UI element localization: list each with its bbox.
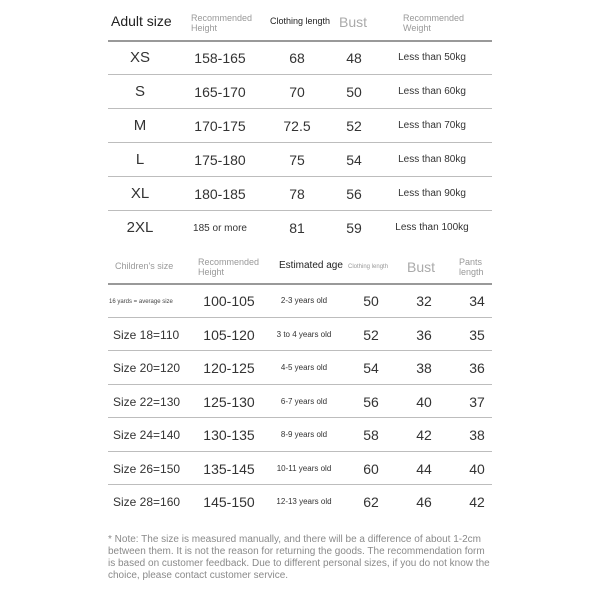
weight-cell: Less than 100kg <box>395 222 469 233</box>
length-cell: 58 <box>363 427 379 443</box>
weight-cell: Less than 60kg <box>398 86 466 97</box>
bust-cell: 59 <box>346 220 362 236</box>
children-pants-header-line1: Pants <box>459 257 483 267</box>
weight-cell: Less than 90kg <box>398 188 466 199</box>
pants-cell: 34 <box>469 293 485 309</box>
size-cell: 2XL <box>126 219 154 236</box>
size-cell: Size 20=120 <box>113 361 181 375</box>
row-divider <box>108 350 492 351</box>
size-cell: XS <box>129 49 151 66</box>
height-cell: 130-135 <box>203 427 255 443</box>
weight-cell: Less than 70kg <box>398 120 466 131</box>
size-cell: Size 26=150 <box>113 462 181 476</box>
pants-cell: 37 <box>469 394 485 410</box>
bust-cell: 48 <box>346 50 362 66</box>
children-bust-header: Bust <box>407 259 436 275</box>
size-cell: L <box>135 151 145 168</box>
row-divider <box>108 417 492 418</box>
bust-cell: 52 <box>346 118 362 134</box>
pants-cell: 40 <box>469 461 485 477</box>
age-cell: 3 to 4 years old <box>276 330 332 339</box>
size-cell: Size 28=160 <box>113 495 181 509</box>
age-cell: 4-5 years old <box>280 363 328 372</box>
adult-height-header-line2: Height <box>191 22 218 33</box>
children-pants-header-line2: length <box>459 266 484 277</box>
row-divider <box>108 176 492 177</box>
size-cell: XL <box>130 185 150 202</box>
bust-cell: 42 <box>416 427 432 443</box>
length-cell: 70 <box>289 84 305 100</box>
children-size-header: Children's size <box>115 261 174 271</box>
length-cell: 60 <box>363 461 379 477</box>
age-cell: 12-13 years old <box>276 497 332 506</box>
size-cell: S <box>134 83 146 100</box>
children-age-header: Estimated age <box>279 260 343 271</box>
height-cell: 180-185 <box>194 186 246 202</box>
age-cell: 2-3 years old <box>280 296 328 305</box>
size-cell: Size 22=130 <box>113 395 181 409</box>
height-cell: 120-125 <box>203 360 255 376</box>
row-divider <box>108 74 492 75</box>
children-length-header: Clothing length <box>348 264 389 270</box>
children-pants-header <box>459 258 484 278</box>
length-cell: 72.5 <box>283 118 311 134</box>
bust-cell: 36 <box>416 327 432 343</box>
bust-cell: 32 <box>416 293 432 309</box>
height-cell: 165-170 <box>194 84 246 100</box>
bust-cell: 50 <box>346 84 362 100</box>
pants-cell: 35 <box>469 327 485 343</box>
height-cell: 125-130 <box>203 394 255 410</box>
adult-height-header-line1: Recommended <box>191 13 253 23</box>
length-cell: 62 <box>363 494 379 510</box>
adult-height-header <box>191 14 252 34</box>
pants-cell: 42 <box>469 494 485 510</box>
adult-weight-header <box>403 14 464 34</box>
size-cell: Size 18=110 <box>113 328 180 342</box>
row-divider <box>108 142 492 143</box>
pants-cell: 38 <box>469 427 485 443</box>
height-cell: 185 or more <box>193 223 247 234</box>
children-height-header-line2: Height <box>198 266 225 277</box>
children-header-rule <box>108 283 492 285</box>
age-cell: 6-7 years old <box>280 397 328 406</box>
length-cell: 75 <box>289 152 305 168</box>
height-cell: 105-120 <box>203 327 255 343</box>
row-divider <box>108 210 492 211</box>
height-cell: 158-165 <box>194 50 246 66</box>
height-cell: 170-175 <box>194 118 246 134</box>
height-cell: 175-180 <box>194 152 246 168</box>
bust-cell: 44 <box>416 461 432 477</box>
bust-cell: 38 <box>416 360 432 376</box>
length-cell: 50 <box>363 293 379 309</box>
bust-cell: 56 <box>346 186 362 202</box>
adult-bust-header: Bust <box>339 14 368 30</box>
length-cell: 68 <box>289 50 305 66</box>
weight-cell: Less than 80kg <box>398 154 466 165</box>
pants-cell: 36 <box>469 360 485 376</box>
size-cell: 16 yards = average size <box>109 299 173 305</box>
row-divider <box>108 451 492 452</box>
height-cell: 145-150 <box>203 494 255 510</box>
height-cell: 100-105 <box>203 293 255 309</box>
weight-cell: Less than 50kg <box>398 52 466 63</box>
row-divider <box>108 484 492 485</box>
row-divider <box>108 108 492 109</box>
length-cell: 54 <box>363 360 379 376</box>
adult-header-rule <box>108 40 492 42</box>
bust-cell: 40 <box>416 394 432 410</box>
size-note: * Note: The size is measured manually, and there will be a difference of about 1-2cm between them. It is not the reason for returning the goods. The recommendation form is based on customer feedback. Due to different personal sizes, if you do not know the choice, please contact customer service. <box>108 534 490 581</box>
age-cell: 10-11 years old <box>276 464 332 473</box>
adult-length-header: Clothing length <box>270 16 331 26</box>
length-cell: 81 <box>289 220 305 236</box>
children-height-header-line1: Recommended <box>198 257 260 267</box>
row-divider <box>108 317 492 318</box>
bust-cell: 54 <box>346 152 362 168</box>
age-cell: 8-9 years old <box>280 430 328 439</box>
length-cell: 52 <box>363 327 379 343</box>
adult-weight-header-line2: Weight <box>403 22 431 33</box>
length-cell: 78 <box>289 186 305 202</box>
size-cell: M <box>133 117 147 134</box>
height-cell: 135-145 <box>203 461 255 477</box>
adult-weight-header-line1: Recommended <box>403 13 465 23</box>
size-cell: Size 24=140 <box>113 428 181 442</box>
row-divider <box>108 384 492 385</box>
adult-size-header: Adult size <box>111 13 172 29</box>
children-height-header <box>198 258 259 278</box>
length-cell: 56 <box>363 394 379 410</box>
bust-cell: 46 <box>416 494 432 510</box>
